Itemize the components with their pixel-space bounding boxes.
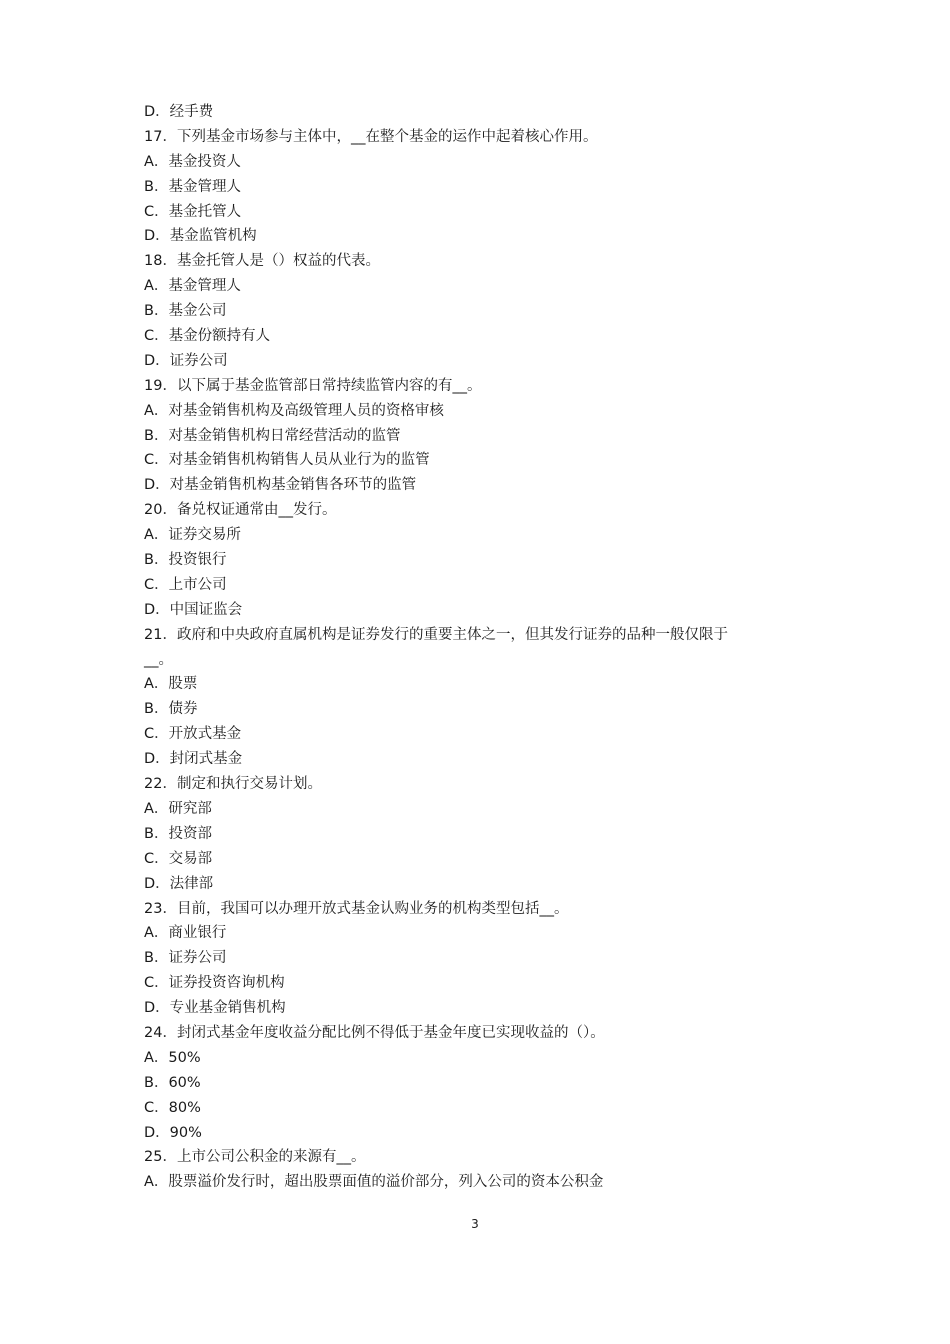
answer-option: A．证券交易所 [144,527,241,544]
question-text: 19．以下属于基金监管部日常持续监管内容的有__。 [144,377,482,394]
answer-option: D．90% [144,1124,202,1141]
answer-option: B．投资银行 [144,552,227,569]
answer-option: B．证券公司 [144,950,227,967]
answer-option: B．基金公司 [144,303,227,320]
answer-option: C．证券投资咨询机构 [144,975,285,992]
answer-option: C．对基金销售机构销售人员从业行为的监管 [144,452,430,469]
question-text: 25．上市公司公积金的来源有__。 [144,1149,366,1166]
answer-option: D．经手费 [144,104,214,120]
answer-option: B．对基金销售机构日常经营活动的监管 [144,427,401,444]
answer-option: A．股票溢价发行时，超出股票面值的溢价部分，列入公司的资本公积金 [144,1174,604,1191]
answer-option: A．基金投资人 [144,153,241,170]
answer-option: D．封闭式基金 [144,751,243,768]
answer-option: C．上市公司 [144,576,227,593]
answer-option: D．基金监管机构 [144,228,257,245]
answer-option: A．商业银行 [144,925,227,942]
question-text: 18．基金托管人是（）权益的代表。 [144,253,380,270]
answer-option: D．证券公司 [144,352,228,369]
answer-option: B．债券 [144,701,198,718]
answer-option: C．开放式基金 [144,726,242,743]
answer-option: D．专业基金销售机构 [144,1000,286,1017]
answer-option: __。 [144,651,173,668]
page-number: 3 [471,1217,479,1231]
answer-option: C．交易部 [144,850,213,867]
answer-option: B．60% [144,1074,201,1091]
question-text: 21．政府和中央政府直属机构是证券发行的重要主体之一，但其发行证券的品种一般仅限于 [144,626,728,643]
answer-option: C．80% [144,1099,201,1116]
answer-option: C．基金托管人 [144,203,242,220]
answer-option: B．基金管理人 [144,178,241,195]
answer-option: D．法律部 [144,875,214,892]
answer-option: D．中国证监会 [144,601,243,618]
answer-option: A．对基金销售机构及高级管理人员的资格审核 [144,402,444,419]
answer-option: A．基金管理人 [144,278,241,295]
question-text: 20．备兑权证通常由__发行。 [144,502,337,519]
question-text: 23．目前，我国可以办理开放式基金认购业务的机构类型包括__。 [144,900,569,917]
question-text: 24．封闭式基金年度收益分配比例不得低于基金年度已实现收益的（）。 [144,1024,605,1041]
answer-option: A．股票 [144,676,198,693]
answer-option: A．研究部 [144,800,212,817]
answer-option: D．对基金销售机构基金销售各环节的监管 [144,477,417,494]
document-body [144,100,824,1195]
answer-option: B．投资部 [144,825,212,842]
answer-option: C．基金份额持有人 [144,328,271,345]
answer-option: A．50% [144,1049,201,1066]
question-text: 17．下列基金市场参与主体中，__在整个基金的运作中起着核心作用。 [144,128,598,145]
question-text: 22．制定和执行交易计划。 [144,776,322,793]
